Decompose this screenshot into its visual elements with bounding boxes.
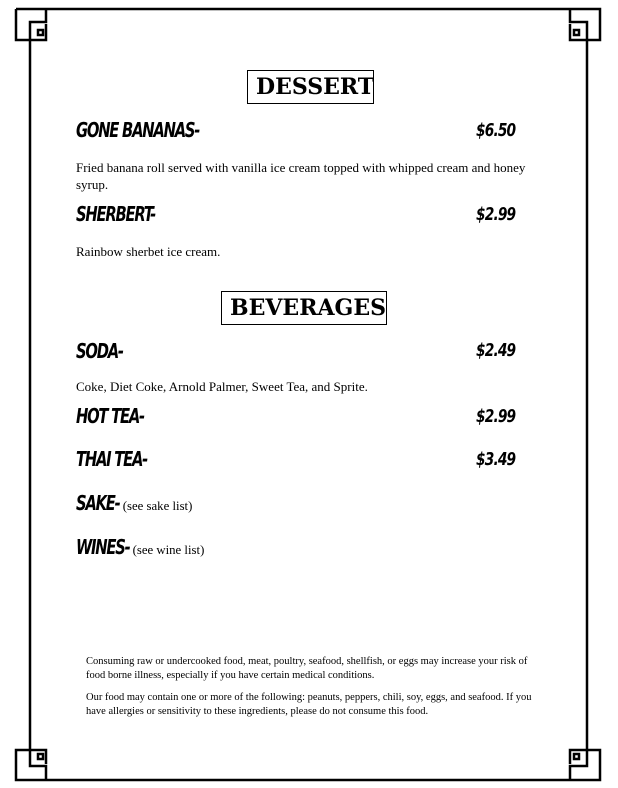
menu-item-name: HOT TEA- <box>76 404 144 428</box>
menu-item-name: GONE BANANAS- <box>76 118 200 142</box>
disclaimer-allergens: Our food may contain one or more of the following: peanuts, peppers, chili, soy, eggs, and seafood. If you have allergies or sensitivity to these ingredients, please do not consume this food. <box>86 692 532 717</box>
menu-item-name <box>76 535 205 559</box>
menu-item-description: Rainbow sherbet ice cream. <box>76 244 221 259</box>
menu-item-label: SAKE- <box>76 491 120 515</box>
menu-item-note: (see sake list) <box>122 498 193 513</box>
menu-item-description: Fried banana roll served with vanilla ice cream topped with whipped cream and honey syrup. <box>76 160 526 192</box>
menu-item-note: (see wine list) <box>132 542 205 557</box>
menu-item-description: Coke, Diet Coke, Arnold Palmer, Sweet Tea, and Sprite. <box>76 379 368 394</box>
menu-item-name: THAI TEA- <box>76 447 148 471</box>
menu-item-price: $6.50 <box>476 120 516 141</box>
menu-item-label: WINES- <box>76 535 130 559</box>
beverages-heading: BEVERAGES <box>221 291 387 325</box>
menu-item-price: $3.49 <box>476 449 516 470</box>
menu-item-price: $2.49 <box>476 340 516 361</box>
menu-item-name: SHERBERT- <box>76 202 156 226</box>
menu-item-price: $2.99 <box>476 406 516 427</box>
menu-item-price: $2.99 <box>476 204 516 225</box>
menu-item-name <box>76 491 193 515</box>
dessert-heading: DESSERT <box>247 70 374 104</box>
menu-item-name: SODA- <box>76 339 123 363</box>
disclaimer-raw-food: Consuming raw or undercooked food, meat, poultry, seafood, shellfish, or eggs may increase your risk of food borne illness, especially if you have certain medical conditions. <box>86 656 528 681</box>
